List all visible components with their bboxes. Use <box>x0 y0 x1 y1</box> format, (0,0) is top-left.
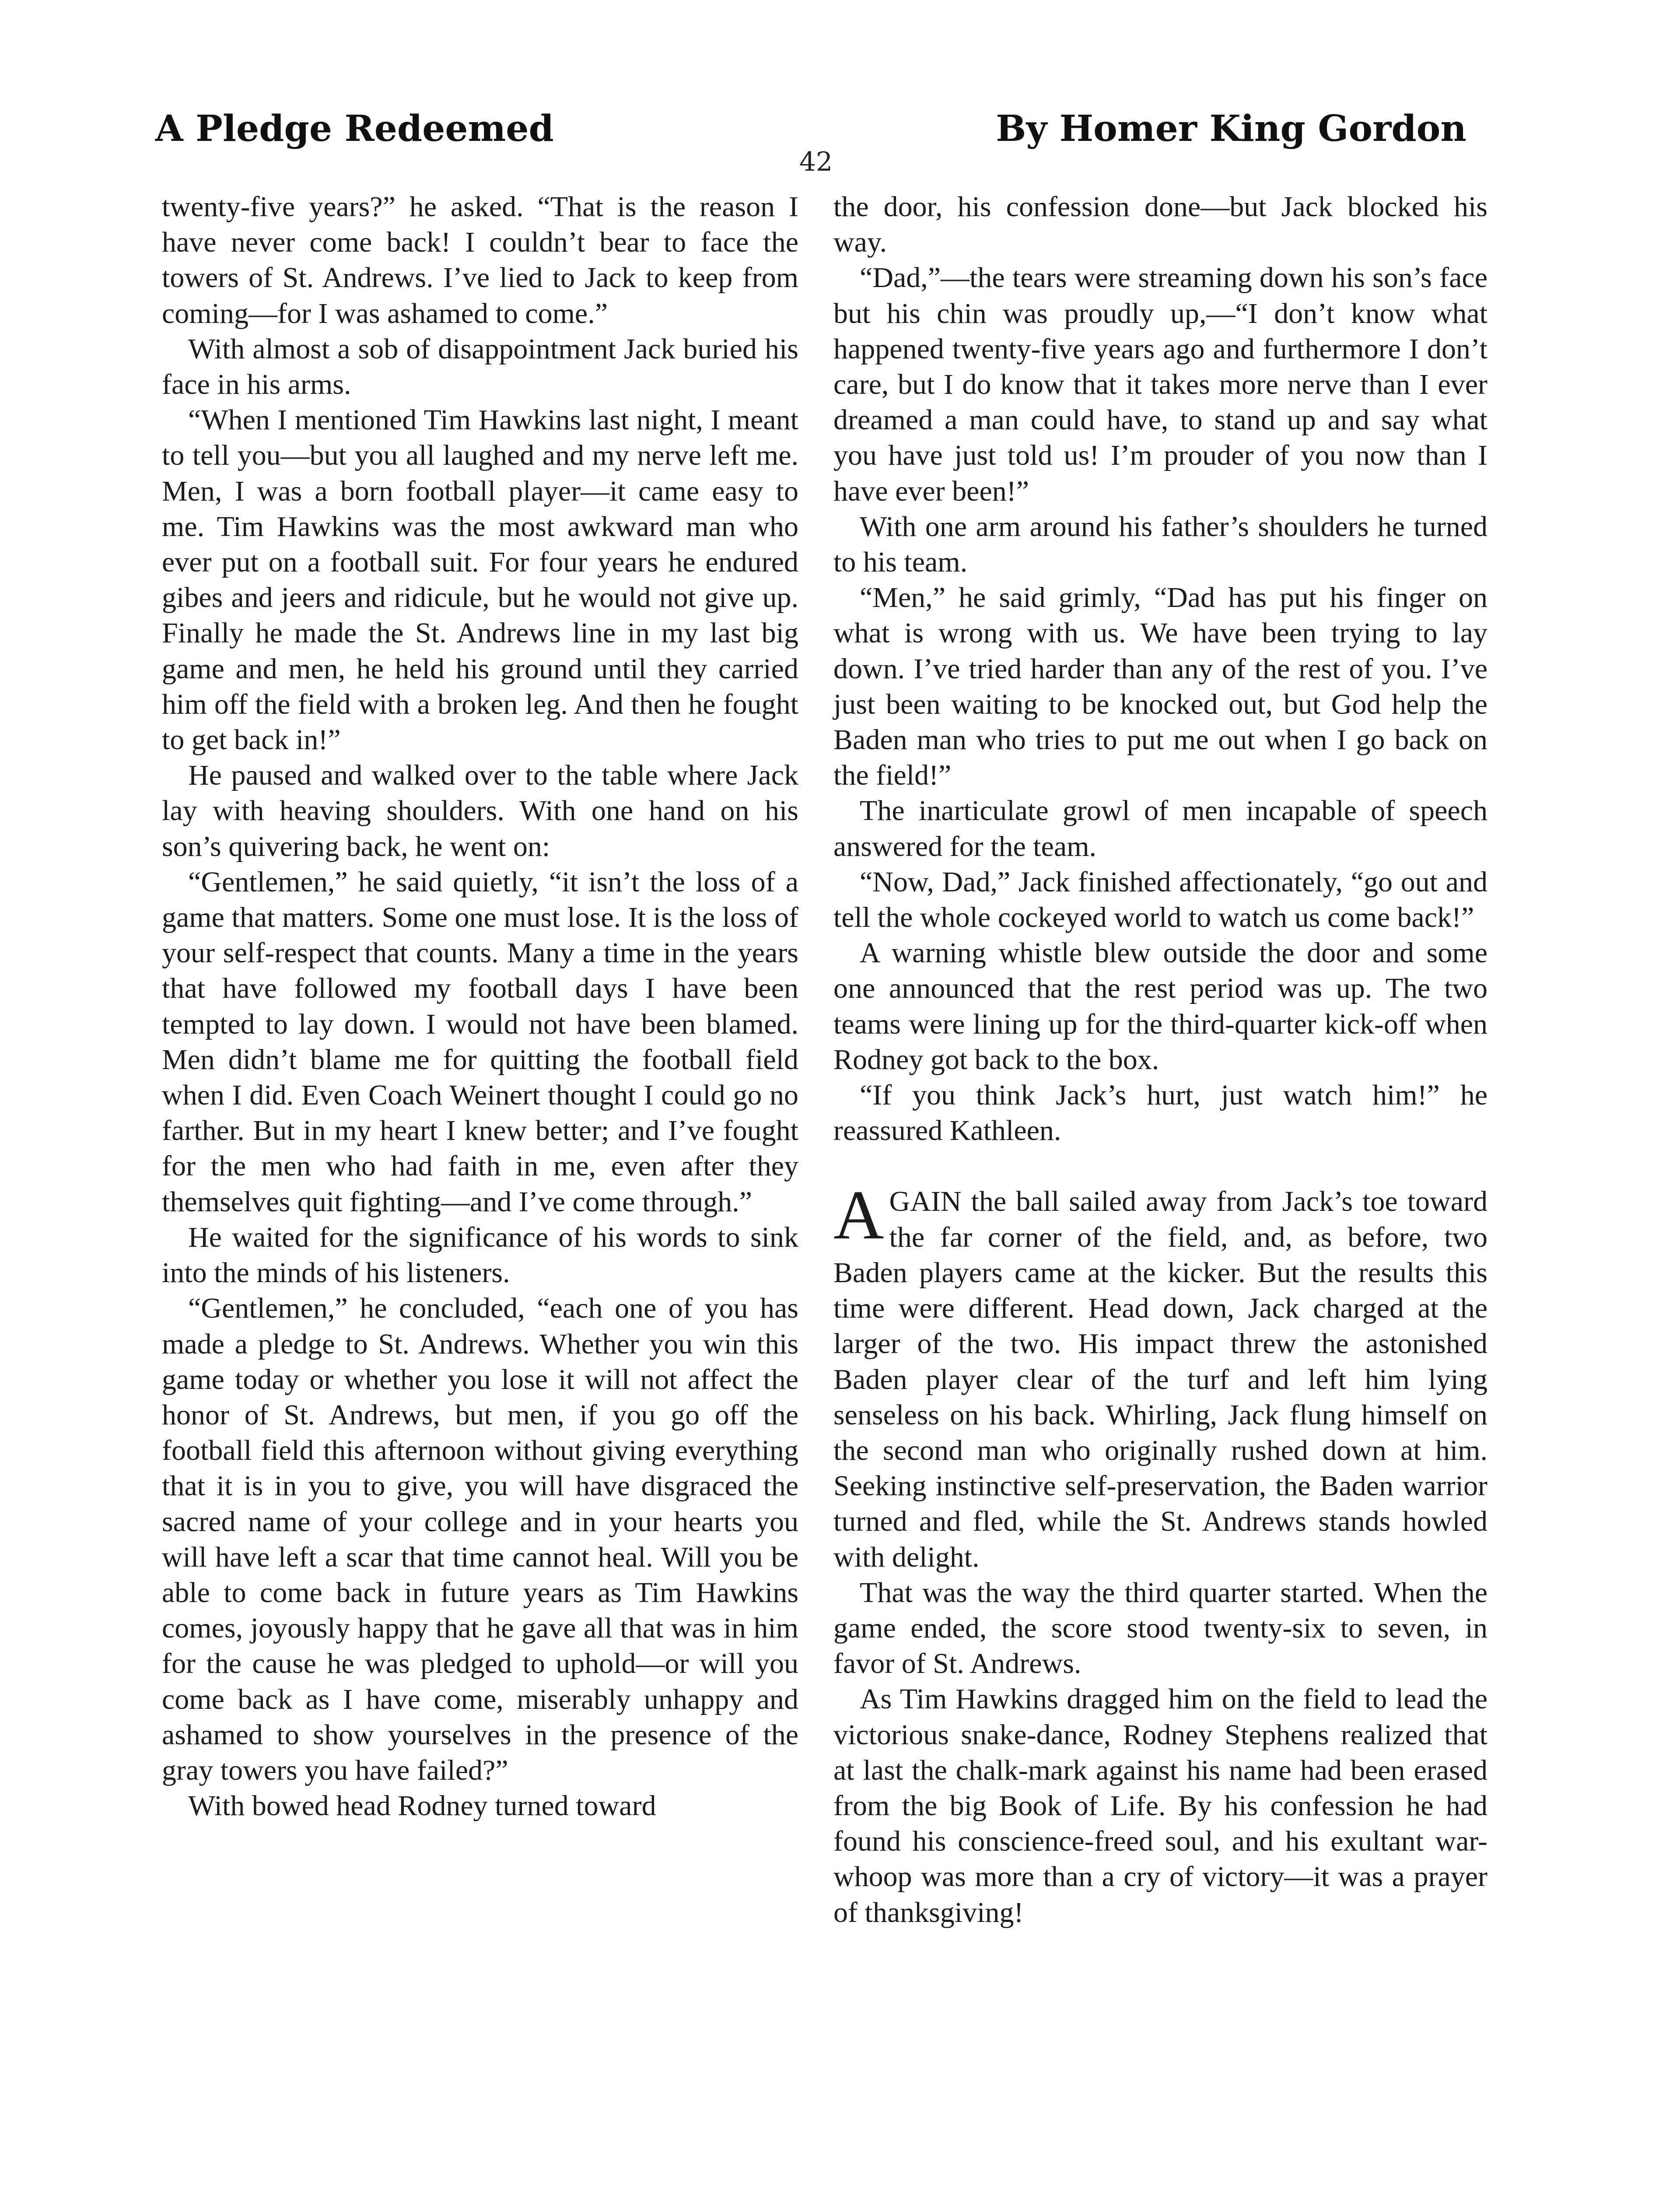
right-column <box>833 189 1488 1930</box>
paragraph: That was the way the third quarter started. When the game ended, the score stood twenty-six to seven, in favor of St. Andrews. <box>833 1576 1488 1680</box>
paragraph: “Now, Dad,” Jack finished affectionately, “go out and tell the whole cockeyed world to watch us come back!” <box>833 866 1488 934</box>
section-break <box>833 1148 1488 1184</box>
drop-cap: A <box>833 1176 884 1254</box>
paragraph: As Tim Hawkins dragged him on the field to lead the victorious snake-dance, Rodney Stephens realized that at last the chalk-mark against his name had been erased from the big Book of Life. By his confession he had found his conscience-freed soul, and his exultant war-whoop was more than a cry of victory—it was a prayer of thanksgiving! <box>833 1683 1488 1929</box>
lead-word: GAIN <box>889 1185 962 1218</box>
paragraph-text: the ball sailed away from Jack’s toe toward the far corner of the field, and, as before, two Baden players came at the kicker. But the results this time were different. Head down, Jack charged at the larger of the two. His impact threw the astonished Baden player clear of the turf and left him lying senseless on his back. Whirling, Jack flung himself on the second man who originally rushed down at him. Seeking instinctive self-preservation, the Baden warrior turned and fled, while the St. Andrews stands howled with delight. <box>833 1185 1488 1573</box>
paragraph: He waited for the significance of his words to sink into the minds of his listeners. <box>162 1221 798 1289</box>
paragraph: “Gentlemen,” he said quietly, “it isn’t the loss of a game that matters. Some one must lose. It is the loss of your self-respect that counts. Many a time in the years that have followed my football days I have been tempted to lay down. I would not have been blamed. Men didn’t blame me for quitting the football field when I did. Even Coach Weinert thought I could go no farther. But in my heart I knew better; and I’ve fought for the men who had faith in me, even after they themselves quit fighting—and I’ve come through.” <box>162 866 798 1218</box>
paragraph: twenty-five years?” he asked. “That is the reason I have never come back! I couldn’t bear to face the towers of St. Andrews. I’ve lied to Jack to keep from coming—for I was ashamed to come.” <box>162 191 798 330</box>
paragraph: “Dad,”—the tears were streaming down his son’s face but his chin was proudly up,—“I don’t know what happened twenty-five years ago and furthermore I don’t care, but I do know that it takes more nerve than I ever dreamed a man could have, to stand up and say what you have just told us! I’m prouder of you now than I have ever been!” <box>833 262 1488 507</box>
paragraph: “Men,” he said grimly, “Dad has put his finger on what is wrong with us. We have been trying to lay down. I’ve tried harder than any of the rest of you. I’ve just been waiting to be knocked out, but God help the Baden man who tries to put me out when I go back on the field!” <box>833 582 1488 792</box>
paragraph: A warning whistle blew outside the door and some one announced that the rest period was up. The two teams were lining up for the third-quarter kick-off when Rodney got back to the box. <box>833 937 1488 1076</box>
drop-cap-paragraph <box>833 1176 1488 1574</box>
left-column <box>162 189 798 1823</box>
paragraph: “Gentlemen,” he concluded, “each one of you has made a pledge to St. Andrews. Whether you win this game today or whether you lose it will not affect the honor of St. Andrews, but men, if you go off the football field this afternoon without giving everything that it is in you to give, you will have disgraced the sacred name of your college and in your hearts you will have left a scar that time cannot heal. Will you be able to come back in future years as Tim Hawkins comes, joyously happy that he gave all that was in him for the cause he was pledged to uphold—or will you come back as I have come, miserably unhappy and ashamed to show yourselves in the presence of the gray towers you have failed?” <box>162 1292 798 1786</box>
paragraph: He paused and walked over to the table where Jack lay with heaving shoulders. With one hand on his son’s quivering back, he went on: <box>162 759 798 863</box>
paragraph: With almost a sob of disappointment Jack buried his face in his arms. <box>162 333 798 401</box>
paragraph: The inarticulate growl of men incapable of speech answered for the team. <box>833 795 1488 863</box>
paragraph: “If you think Jack’s hurt, just watch him!” he reassured Kathleen. <box>833 1079 1488 1147</box>
paragraph: “When I mentioned Tim Hawkins last night, I meant to tell you—but you all laughed and my nerve left me. Men, I was a born football player—it came easy to me. Tim Hawkins was the most awkward man who ever put on a football suit. For four years he endured gibes and jeers and ridicule, but he would not give up. Finally he made the St. Andrews line in my last big game and men, he held his ground until they carried him off the field with a broken leg. And then he fought to get back in!” <box>162 404 798 756</box>
paragraph: With bowed head Rodney turned toward <box>188 1790 656 1822</box>
paragraph: the door, his confession done—but Jack blocked his way. <box>833 191 1488 259</box>
paragraph: With one arm around his father’s shoulders he turned to his team. <box>833 510 1488 579</box>
story-author: By Homer King Gordon <box>996 108 1466 150</box>
story-title: A Pledge Redeemed <box>155 108 554 150</box>
page-number: 42 <box>799 147 833 177</box>
